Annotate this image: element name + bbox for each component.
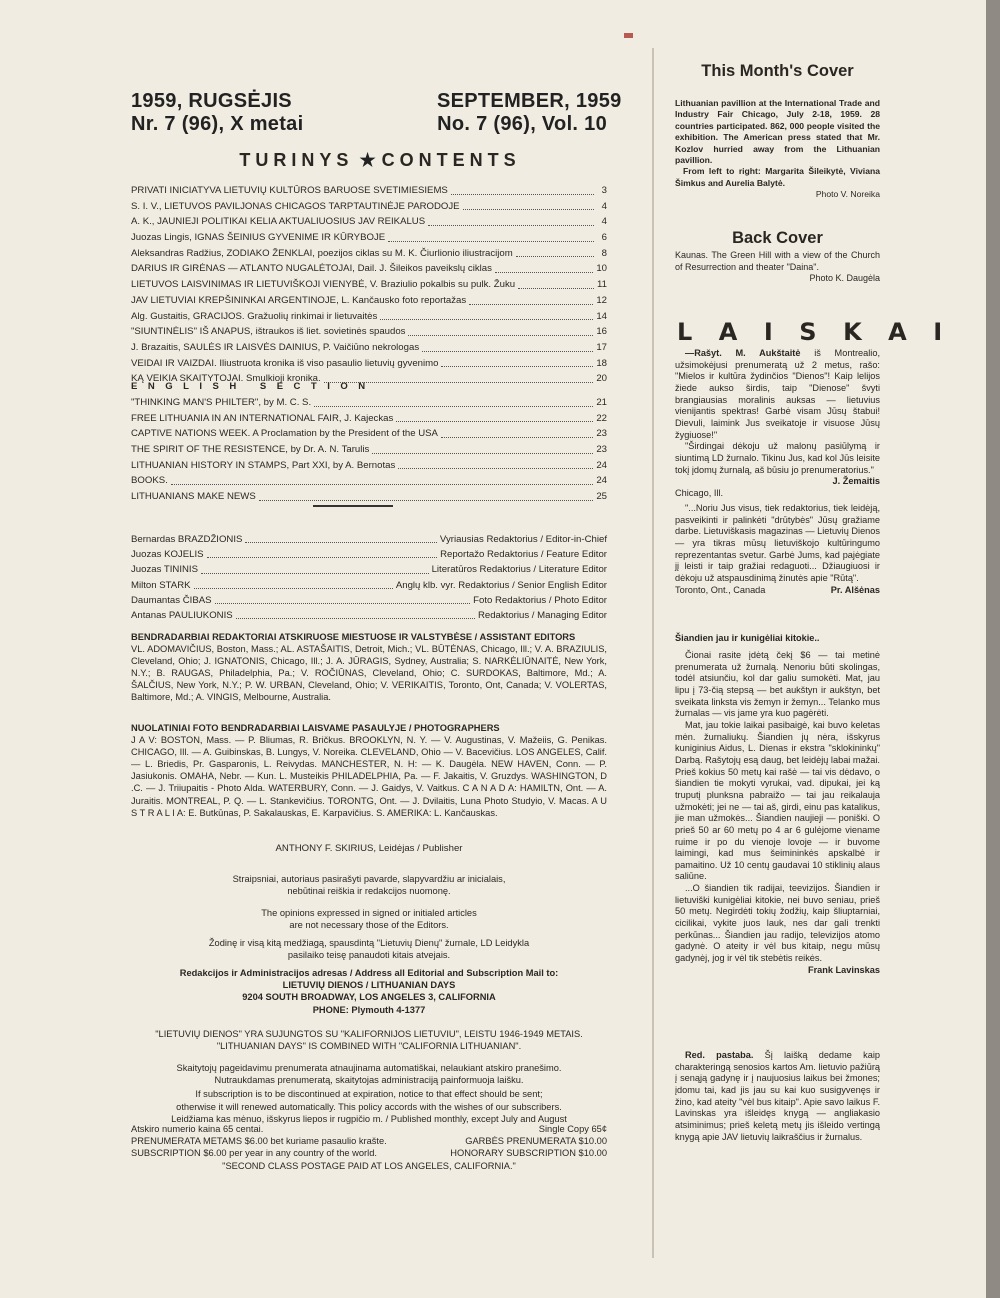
toc-entry-page: 14	[596, 310, 607, 322]
merger-line1: "LIETUVIŲ DIENOS" YRA SUJUNGTOS SU "KALIFORNIJOS LIETUVIU", LEISTU 1946-1949 METAIS.	[155, 1029, 583, 1039]
toc-row	[131, 356, 607, 372]
editor-note-text: Šį laišką dedame kaip charakteringą senosios kartos Am. lietuvio pažiūrą į senąją gadynę ir į naujuosius laikus bei žmones; įdomu tai, kad jis jau su kai kuo susigyvenęs ir žino, kad ateity "vėl bus kitaip". Apie savo laikus F. Lavinskas yra išleidęs knygą — angliakasio atsiminimus; prieš keletą metų jis išleido vertingą knygą apie JAV lietuvių laikraščius ir žurnalus.	[675, 1050, 880, 1142]
toc-row	[131, 340, 607, 356]
staff-role: Reportažo Redaktorius / Feature Editor	[440, 549, 607, 561]
column-divider	[652, 48, 654, 1258]
toc-entry-title: LITHUANIANS MAKE NEWS	[131, 491, 256, 503]
toc-entry-page: 4	[601, 216, 607, 228]
toc-entry-title: VEIDAI IR VAIZDAI. Iliustruota kronika iš viso pasaulio lietuvių gyvenimo	[131, 357, 439, 369]
toc-leader	[516, 246, 594, 258]
staff-name: Milton STARK	[131, 579, 191, 591]
toc-entry-page: 4	[601, 200, 607, 212]
staff-row	[131, 547, 607, 562]
toc-row	[131, 395, 607, 411]
toc-row	[131, 230, 607, 246]
toc-entry-page: 23	[596, 428, 607, 440]
toc-entry-page: 16	[596, 326, 607, 338]
letters-title: LAISKAI	[677, 318, 969, 346]
toc-row	[131, 442, 607, 458]
toc-leader	[259, 489, 594, 501]
photographers	[131, 722, 607, 819]
toc-leader	[441, 356, 593, 368]
toc-entry-title: LIETUVOS LAISVINIMAS IR LIETUVIŠKOJI VIENYBĖ, V. Braziulio pokalbis su pulk. Žuku	[131, 279, 516, 291]
toc-entry-title: LITHUANIAN HISTORY IN STAMPS, Part XXI, by A. Bernotas	[131, 459, 396, 471]
toc-entry-title: J. Brazaitis, SAULĖS IR LAISVĖS DAINIUS, P. Vaičiūno nekrologas	[131, 341, 420, 353]
toc-entry-title: FREE LITHUANIA IN AN INTERNATIONAL FAIR, J. Kajeckas	[131, 412, 394, 424]
letter-1-p2: "Širdingai dėkoju už malonų pasiūlymą ir siuntimą LD žurnalo. Tikinu Jus, kad kol Jūs leisite tokį įdomų žurnalą, aš būsiu jo prenumeratorius."	[675, 441, 880, 475]
toc-entry-page: 10	[596, 263, 607, 275]
subscription-en2: otherwise it will renewed automatically. This policy accords with the wishes of our subscribers.	[176, 1101, 562, 1112]
staff-name: Juozas KOJELIS	[131, 549, 204, 561]
notice-lt-line2: nebūtinai reiškia ir redakcijos nuomonę.	[287, 886, 451, 897]
notice-lt-line1: Straipsniai, autoriaus pasirašyti pavarde, slapyvardžiu ar inicialais,	[232, 874, 506, 884]
toc-entry-page: 24	[596, 459, 607, 471]
toc-leader	[441, 426, 593, 438]
toc-entry-page: 18	[596, 357, 607, 369]
cover-photo-credit: Photo V. Noreika	[815, 189, 880, 200]
assistant-editors-heading: BENDRADARBIAI REDAKTORIAI ATSKIRUOSE MIESTUOSE IR VALSTYBĖSE / ASSISTANT EDITORS	[131, 632, 576, 642]
letter-2-place: Toronto, Ont., Canada	[675, 584, 766, 595]
toc-row	[131, 214, 607, 230]
single-copy-en: Single Copy 65¢	[538, 1124, 607, 1134]
toc-entry-title: Aleksandras Radžius, ZODIAKO ŽENKLAI, poezijos ciklas su M. K. Čiurlionio iliustracijom	[131, 247, 513, 259]
address-block	[131, 967, 607, 1016]
toc-row	[131, 261, 607, 277]
staff-leader	[245, 532, 436, 543]
notice-rights-line1: Žodinę ir visą kitą medžiagą, spausdintą "Lietuvių Dienų" žurnale, LD Leidykla	[208, 938, 530, 948]
subscription-price-en: SUBSCRIPTION $6.00 per year in any country of the world.	[131, 1148, 377, 1159]
toc-entry-title: KĄ VEIKIA SKAITYTOJAI. Smulkioji kronika.	[131, 373, 321, 385]
toc-entry-title: DARIUS IR GIRĖNAS — ATLANTO NUGALĖTOJAI, Dail. J. Šileikos paveikslų ciklas	[131, 263, 492, 275]
toc-entry-page: 6	[601, 232, 607, 244]
staff-list	[131, 532, 607, 623]
toc-entry-title: THE SPIRIT OF THE RESISTENCE, by Dr. A. N. Tarulis	[131, 444, 370, 456]
address-line2: 9204 SOUTH BROADWAY, LOS ANGELES 3, CALIFORNIA	[242, 992, 496, 1003]
toc-leader	[314, 395, 593, 407]
toc-row	[131, 489, 607, 505]
toc-entry-page: 3	[601, 185, 607, 196]
header-right	[437, 90, 622, 136]
back-cover-photo-credit: Photo K. Daugėla	[809, 273, 880, 284]
notice-english	[131, 907, 607, 931]
letter-1-text: iš Montrealio, užsimokėjusi prenumeratą už 2 metus, rašo: "Mielos ir kultūra žydinčios "Dienos"! Kaip lelijos žiede aukso širdis, taip "Dienose" švyti brangiausias moralinis auksas — lietuvius vienijantis spektras! Garbė visam Jūsų štabui! Dievuli, laimink Jus sveikatoje ir visuose Jūsų žygiuose!"	[675, 348, 880, 440]
page-edge	[986, 0, 1000, 1298]
header-left	[131, 90, 303, 136]
letter-2	[675, 503, 880, 596]
toc-entry-title: "SIUNTINĖLIS" IŠ ANAPUS, ištraukos iš liet. sovietinės spaudos	[131, 326, 406, 338]
back-cover-text: Kaunas. The Green Hill with a view of the Church of Resurrection and theater "Daina".	[675, 250, 880, 272]
toc-leader	[463, 199, 594, 211]
toc-row	[131, 246, 607, 262]
letter-1-signature: J. Žemaitis	[832, 476, 880, 487]
subscription-published: Leidžiama kas mėnuo, išskyrus liepos ir rugpičio m. / Published monthly, except July and August	[171, 1113, 567, 1124]
letter-1	[675, 348, 880, 500]
toc-row	[131, 426, 607, 442]
toc-row	[131, 199, 607, 215]
subscription-price-lt: PRENUMERATA METAMS $6.00 bet kuriame pasaulio krašte.	[131, 1136, 387, 1147]
letter-3-p3: ...O šiandien tik radijai, teevizijos. Šiandien ir lietuviški kunigėliai kitokie, nei buvo seniau, prieš 50 metų. Negirdėti tokių žodžių, kaip šliuptarniai, cicilikai, vykite juos lauk, nes dar gali trenkti perkūnas... Šiandien jau radijo, televizijos atomo gadynė. O ateity ir vėl bus kitaip, negu mūsų gadynėj, jog ir vėl tik stebėtis reikės.	[675, 883, 880, 964]
staff-row	[131, 578, 607, 593]
address-line1: LIETUVIŲ DIENOS / LITHUANIAN DAYS	[282, 980, 456, 991]
cover-text: Lithuanian pavillion at the International Trade and Industry Fair Chicago, July 2-18, 1959. 28 countries participated. 862, 000 people visited the exhibition. The American press stated that Mr. Kozlov hurried away from the Lithuanian pavillion.	[675, 98, 880, 166]
publisher-line: ANTHONY F. SKIRIUS, Leidėjas / Publisher	[275, 843, 463, 854]
letter-1-place: Chicago, Ill.	[675, 487, 724, 498]
photographers-heading: NUOLATINIAI FOTO BENDRADARBIAI LAISVAME PASAULYJE / PHOTOGRAPHERS	[131, 723, 500, 733]
notice-en-line2: are not necessary those of the Editors.	[289, 920, 449, 931]
toc-entry-title: A. K., JAUNIEJI POLITIKAI KELIA AKTUALIUOSIUS JAV REIKALUS	[131, 216, 426, 228]
staff-row	[131, 562, 607, 577]
toc-entry-title: JAV LIETUVIAI KREPŠININKAI ARGENTINOJE, L. Kančausko foto reportažas	[131, 294, 467, 306]
toc-entry-page: 11	[597, 279, 607, 291]
assistant-editors	[131, 631, 607, 704]
merger-notice	[131, 1028, 607, 1052]
letter-3-p1: Čionai rasite įdėtą čekį $6 — tai metinė prenumerata už žurnalą. Nenoriu būti skolingas, todėl atsiunčiu, kol dar galiu sumokėti. Mat, jau lipu į 73-čią stepsą — bet aukštyn ir aukštyn, bet sveikata linksta vis žemyn ir žemyn... Telanko mus žurnalas — vis jame yra kuo pagėrėti.	[675, 650, 880, 719]
staff-role: Anglų klb. vyr. Redaktorius / Senior English Editor	[395, 579, 607, 591]
print-mark	[624, 33, 633, 38]
cover-title: This Month's Cover	[701, 62, 854, 80]
notice-en-line1: The opinions expressed in signed or initialed articles	[261, 908, 477, 918]
toc-entry-title: BOOKS.	[131, 475, 168, 487]
editor-note-lead: Red. pastaba.	[685, 1050, 754, 1060]
contents-list	[131, 183, 607, 387]
staff-row	[131, 532, 607, 547]
toc-entry-title: Alg. Gustaitis, GRACIJOS. Gražuolių rinkimai ir lietuvaitės	[131, 310, 378, 322]
address-line3: PHONE: Plymouth 4-1377	[312, 1004, 426, 1015]
price-row-1	[131, 1135, 607, 1147]
toc-leader	[422, 340, 593, 352]
pricing-block	[131, 1123, 607, 1159]
toc-leader	[451, 183, 594, 195]
toc-entry-page: 25	[596, 491, 607, 503]
staff-leader	[201, 562, 429, 573]
staff-name: Bernardas BRAZDŽIONIS	[131, 534, 243, 545]
star-icon: ★	[359, 150, 376, 170]
toc-entry-page: 8	[601, 247, 607, 259]
header-right-date: SEPTEMBER, 1959	[437, 90, 622, 112]
honorary-price-lt: GARBĖS PRENUMERATA $10.00	[465, 1136, 607, 1147]
staff-leader	[207, 547, 438, 558]
letter-1-lead: —Rašyt. M. Aukštaitė	[685, 348, 801, 358]
toc-row	[131, 277, 607, 293]
back-cover-title: Back Cover	[732, 229, 823, 247]
single-copy-lt: Atskiro numerio kaina 65 centai.	[131, 1124, 264, 1134]
toc-entry-page: 24	[596, 475, 607, 487]
cover-description	[675, 98, 880, 201]
staff-role: Literatūros Redaktorius / Literature Editor	[431, 564, 607, 576]
toc-row	[131, 324, 607, 340]
price-row-single	[131, 1123, 607, 1135]
cover-names: From left to right: Margarita Šileikytė, Viviana Šimkus and Aurelia Balytė.	[675, 166, 880, 188]
contents-title	[150, 150, 610, 171]
section-separator	[313, 505, 393, 507]
staff-row	[131, 593, 607, 608]
letter-3	[675, 650, 880, 976]
staff-leader	[194, 578, 393, 589]
subscription-lt2: Nutraukdamas prenumeratą, skaitytojas administraciją painformuoja laišku.	[214, 1075, 524, 1086]
toc-leader	[380, 309, 593, 321]
toc-entry-page: 22	[596, 412, 607, 424]
letter-2-signature: Pr. Alšėnas	[830, 584, 880, 595]
toc-entry-title: S. I. V., LIETUVOS PAVILJONAS CHICAGOS TARPTAUTINĖJE PARODOJE	[131, 200, 460, 212]
subscription-lt1: Skaitytojų pageidavimu prenumerata atnaujinama automatiškai, nelaukiant atskiro pranešimo.	[176, 1063, 562, 1073]
staff-role: Redaktorius / Managing Editor	[477, 609, 607, 621]
postage-notice: "SECOND CLASS POSTAGE PAID AT LOS ANGELES, CALIFORNIA."	[222, 1161, 516, 1171]
header-right-issue: No. 7 (96), Vol. 10	[437, 113, 607, 135]
staff-name: Daumantas ČIBAS	[131, 594, 212, 606]
staff-name: Juozas TININIS	[131, 564, 199, 576]
toc-row	[131, 293, 607, 309]
toc-row	[131, 183, 607, 199]
assistant-editors-text: VL. ADOMAVIČIUS, Boston, Mass.; AL. ASTAŠAITIS, Detroit, Mich.; VL. BŪTĖNAS, Chicago, Ill.; V. A. BRAZIULIS, Cleveland, Ohio; J. IGNATONIS, Chicago, Ill.; J. A. JŪRAGIS, Sydney, Australia; S. NARKĖLIŪNAITĖ, New York, N.Y.; B. RAUGAS, Philadelphia, Pa.; V. ROČIŪNAS, Cleveland, Ohio; C. SURDOKAS, Baltimore, Md.; A. ŠALČIUS, New York, N.Y.; P. W. URBAN, Cleveland, Ohio; V. VERIKAITIS, Toronto, Ont, Canada; V. VOLERTAS, Baltimore, Md.; A. VINGIS, Melbourne, Australia.	[131, 644, 607, 703]
toc-leader	[428, 214, 594, 226]
toc-entry-title: PRIVATI INICIATYVA LIETUVIŲ KULTŪROS BARUOSE SVETIMIESIEMS	[131, 185, 448, 196]
toc-leader	[518, 277, 594, 289]
english-contents-list	[131, 395, 607, 505]
photographers-text: J A V: BOSTON, Mass. — P. Bliumas, R. Bričkus. BROOKLYN, N. Y. — V. Augustinas, V. Mažeiis, G. Penikas. CHICAGO, Ill. — A. Guibinskas, B. Lungys, V. Noreika. CLEVELAND, Ohio — V. Bacevičius. LOS ANGELES, Calif.— L. Briedis, Pr. Gasparonis, L. Reivydas. MANCHESTER, N. H: — K. Daugėla. NEW HAVEN, Conn. — P. Jasiukonis. OMAHA, Nebr. — Kun. L. Musteikis PHILADELPHIA, Pa. — F. Jakaitis, V. Gruzdys. WASHINGTON, D .C. — J. Triiupaitis - Photo Alda. WATERBURY, Conn. — J. Gaidys, V. Vaitkus. C A N A D A: HAMILTN, Ont. — A. Juraitis. MONTREAL, P. Q. — L. Stankevičius. TORONTG, Ont. — J. Dvilaitis, Luna Photo Studyio, V. Macas. A U S T R A L I A: E. Butkūnas, P. Sakalauskas, E. Karpavičius. S. AMERIKA: L. Kančauskas.	[131, 735, 607, 818]
staff-role: Foto Redaktorius / Photo Editor	[473, 594, 607, 606]
toc-leader	[388, 230, 594, 242]
toc-entry-page: 23	[596, 444, 607, 456]
price-row-2	[131, 1147, 607, 1159]
toc-leader	[171, 473, 594, 485]
merger-line2: "LITHUANIAN DAYS" IS COMBINED WITH "CALIFORNIA LITHUANIAN".	[216, 1041, 522, 1052]
staff-row	[131, 608, 607, 623]
staff-leader	[215, 593, 471, 604]
staff-leader	[236, 608, 475, 619]
address-heading: Redakcijos ir Administracijos adresas / Address all Editorial and Subscription Mail to:	[179, 968, 559, 978]
toc-entry-title: "THINKING MAN'S PHILTER", by M. C. S.	[131, 397, 312, 408]
back-cover-description	[675, 250, 880, 285]
subscription-en1: If subscription is to be discontinued at expiration, notice to that effect should be sent;	[195, 1089, 543, 1100]
header-left-date: 1959, RUGSĖJIS	[131, 90, 292, 112]
letter-3-p2: Mat, jau tokie laikai pasibaigė, kai buvo keletas mėn. žurnaliukų. Šiandien jų nėra, išskyrus kuniginius Aidus, L. Dienas ir ekstra "sklokininkų" Darbą. Rašytojų esą daug, bet leidėjų labai mažai. Prieš kokius 50 metų kai rašė — tai vis dėdavo, o šiandien tie mokyti vyrukai, vad. dipukai, jei ką truputį plunksna pabraižo — tai jau reikalauja užmokėti; jei ne — tai aš, girdi, einu pas katalikus, jie man užmokės... Šiandien naujieji — poniški. O prieš 50 ar 60 metų po 4 ar 6 gulėjome viename ruime ir po du vienoje lovoje — ir buvome laimingi, kad mus šeimininkės apskalbė ir pamaitino. Už 10 centų gaudavai 10 stiklinių alaus saliūne.	[675, 719, 880, 882]
notice-rights	[131, 937, 607, 961]
toc-leader	[469, 293, 593, 305]
editor-note	[675, 1050, 880, 1143]
toc-row	[131, 458, 607, 474]
header-left-issue: Nr. 7 (96), X metai	[131, 113, 304, 135]
staff-role: Vyriausias Redaktorius / Editor-in-Chief	[439, 534, 607, 545]
letter-3-heading: Šiandien jau ir kunigėliai kitokie..	[675, 633, 820, 643]
contents-title-right: CONTENTS	[381, 150, 521, 170]
toc-leader	[396, 411, 593, 423]
toc-leader	[408, 324, 593, 336]
toc-entry-title: Juozas Lingis, IGNAS ŠEINIUS GYVENIME IR KŪRYBOJE	[131, 232, 386, 244]
notice-rights-line2: pasilaiko teisę panaudoti kitais atvejais.	[287, 950, 451, 961]
notice-lithuanian	[131, 873, 607, 897]
letter-2-text: "...Noriu Jus visus, tiek redaktorius, tiek leidėją, pasveikinti ir palinkėti "drūtybės" Jūsų gražiame darbe. Lietuviškasis magazinas — Lietuvių Dienos — yra tikras mūsų lietuviškojo kultūringumo reprezentantas svetur. Garbė Jums, kad pajėgiate jį leisti ir taip gražiai redaguoti... Džiaugiuosi ir dėkoju už atspausdinimą žinutės apie "Rūtą".	[675, 503, 880, 583]
contents-title-left: TURINYS	[239, 150, 354, 170]
toc-row	[131, 473, 607, 489]
toc-entry-page: 12	[596, 294, 607, 306]
honorary-price-en: HONORARY SUBSCRIPTION $10.00	[450, 1148, 607, 1159]
toc-row	[131, 411, 607, 427]
toc-entry-page: 20	[596, 373, 607, 385]
toc-row	[131, 309, 607, 325]
toc-entry-page: 17	[596, 341, 607, 353]
toc-entry-title: CAPTIVE NATIONS WEEK. A Proclamation by the President of the USA	[131, 428, 438, 440]
subscription-block	[131, 1062, 607, 1125]
staff-name: Antanas PAULIUKONIS	[131, 609, 233, 621]
toc-leader	[398, 458, 593, 470]
english-section-heading: ENGLISH SECTION	[131, 381, 376, 392]
letter-3-signature: Frank Lavinskas	[807, 964, 880, 975]
toc-leader	[495, 261, 593, 273]
toc-entry-page: 21	[596, 397, 607, 408]
toc-leader	[372, 442, 593, 454]
